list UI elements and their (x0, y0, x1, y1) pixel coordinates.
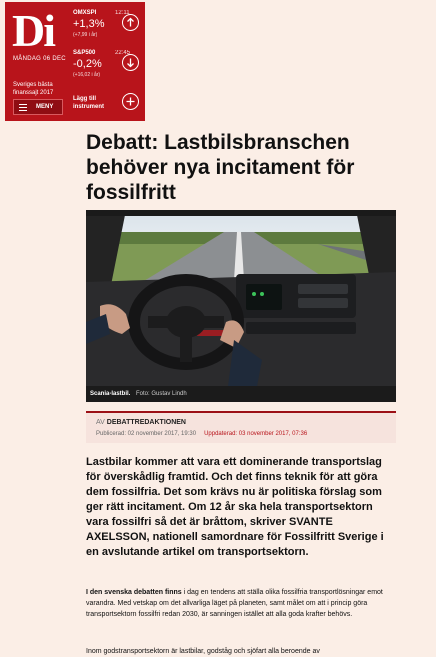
article-ingress: Lastbilar kommer att vara ett dominerande transportslag för överskådlig framtid. Och det finns teknik för att göra dem fossilfria. Det som krävs nu är politiska förslag som ger rätt incitament. Om 12 år ska hela transportsektorn vara fossilfri så det är bråttom, skriver SVANTE AXELSSON, nationell samordnare för Fossilfritt Sverige i en avslutande artikel om transportsektorn. (86, 456, 384, 558)
ticker-time: 12:11 (115, 10, 130, 16)
article-headline: Debatt: Lastbilsbranschen behöver nya incitament för fossilfritt (86, 131, 355, 204)
byline (86, 411, 396, 443)
add-instrument-label[interactable] (73, 95, 117, 111)
author-link[interactable]: DEBATTREDAKTIONEN (106, 419, 186, 426)
date-label: MÅNDAG 06 DEC (13, 56, 66, 62)
published-date: Publicerad: 02 november 2017, 19:30 (96, 431, 197, 437)
ticker-value: +1,3% (73, 18, 105, 30)
menu-button[interactable] (13, 99, 63, 115)
ticker-year-change: (+7,99 i år) (73, 32, 98, 38)
updated-date: Uppdaterad: 03 november 2017, 07:36 (204, 431, 308, 437)
caption-title: Scania-lastbil. (90, 391, 131, 397)
truck-cab-illustration (86, 210, 396, 402)
ticker-value: -0,2% (73, 58, 102, 70)
add-instrument-line-1: Lägg till (73, 96, 96, 102)
ticker-time: 22:45 (115, 50, 131, 56)
article-paragraph-2: Inom godstransportsektorn är lastbilar, godståg och sjöfart alla beroende av (86, 648, 320, 655)
tagline-line-2: finanssajt 2017 (13, 90, 54, 96)
article-photo (86, 210, 396, 402)
tagline (13, 81, 53, 97)
ticker-year-change: (+16,02 i år) (73, 72, 101, 78)
menu-label: MENY (36, 104, 54, 110)
ticker-name: S&P500 (73, 50, 96, 56)
arrow-up-icon[interactable] (122, 14, 139, 31)
tagline-line-1: Sveriges bästa (13, 82, 53, 88)
arrow-down-icon[interactable] (122, 54, 139, 71)
author-line (96, 419, 186, 426)
logo-box[interactable] (5, 2, 69, 121)
masthead (5, 2, 145, 121)
plus-icon[interactable] (122, 93, 139, 110)
ticker-name: OMXSPI (73, 10, 97, 16)
article-dates (96, 431, 307, 437)
article-paragraph-1 (86, 587, 398, 620)
author-prefix: AV (96, 419, 105, 426)
hamburger-icon (19, 104, 27, 113)
paragraph-lead: I den svenska debatten finns (86, 589, 182, 596)
di-logo[interactable]: Di (12, 5, 54, 56)
caption-credit: Foto: Gustav Lindh (136, 391, 187, 397)
add-instrument-line-2: instrument (73, 104, 105, 110)
photo-caption (86, 386, 396, 402)
paragraph-text: i dag en tendens att ställa olika fossilfria transportlösningar emot varandra. Med vetskap om det allvarliga läget på planeten, samt målet om att i princip göra transportsektorn fossilfri redan 2030, är sanningen istället att alla goda krafter behövs. (86, 589, 383, 618)
